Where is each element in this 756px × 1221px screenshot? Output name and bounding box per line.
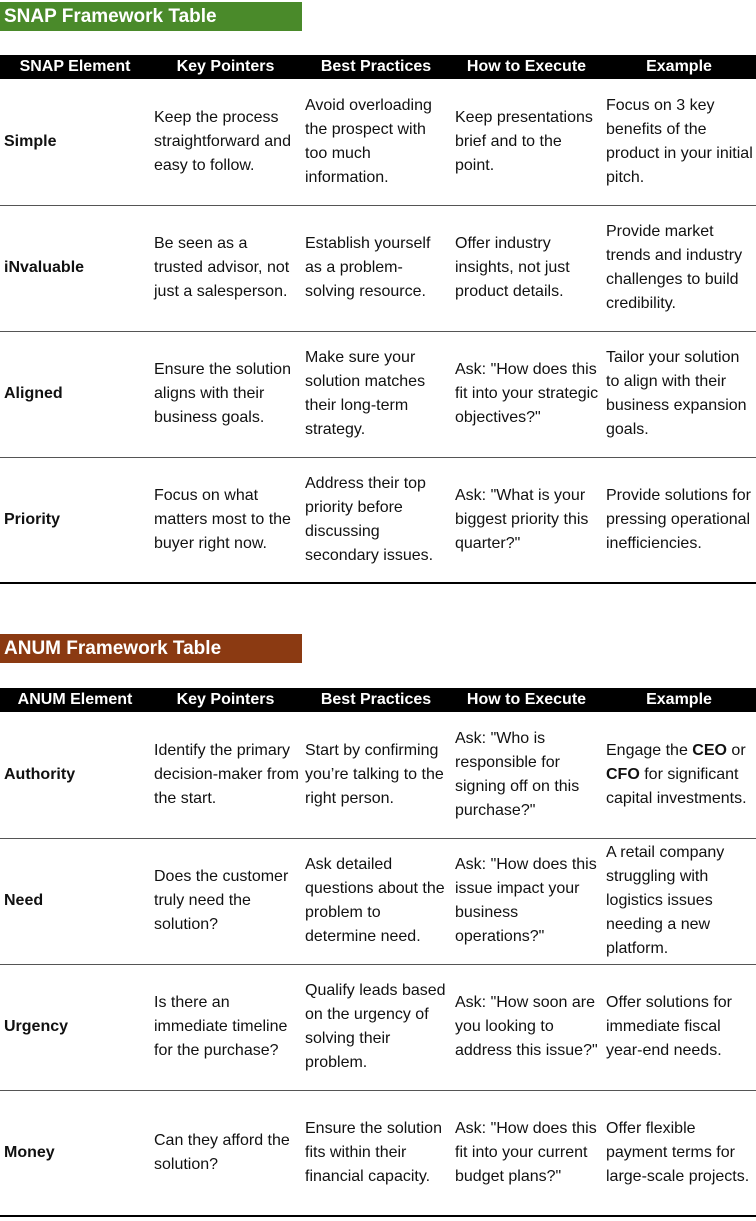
how-to-execute-cell: Ask: "What is your biggest priority this quarter?" xyxy=(451,457,602,583)
how-to-execute-cell: Ask: "How does this fit into your strategic objectives?" xyxy=(451,331,602,457)
table-row xyxy=(0,964,756,1090)
best-practices-cell: Establish yourself as a problem-solving resource. xyxy=(301,205,451,331)
anum-framework-table xyxy=(0,688,756,1217)
example-cell: Focus on 3 key benefits of the product in your initial pitch. xyxy=(602,79,756,205)
table-header-row xyxy=(0,55,756,79)
key-pointers-cell: Be seen as a trusted advisor, not just a salesperson. xyxy=(150,205,301,331)
key-pointers-cell: Focus on what matters most to the buyer right now. xyxy=(150,457,301,583)
table-row xyxy=(0,205,756,331)
example-text: Engage the xyxy=(606,741,693,759)
key-pointers-cell: Is there an immediate timeline for the purchase? xyxy=(150,964,301,1090)
column-header: How to Execute xyxy=(451,688,602,712)
example-emphasis-cfo: CFO xyxy=(606,765,640,783)
best-practices-cell: Make sure your solution matches their long-term strategy. xyxy=(301,331,451,457)
key-pointers-cell: Ensure the solution aligns with their business goals. xyxy=(150,331,301,457)
element-cell: Money xyxy=(0,1090,150,1216)
table-header-row xyxy=(0,688,756,712)
column-header: Best Practices xyxy=(301,55,451,79)
table-row xyxy=(0,331,756,457)
best-practices-cell: Ask detailed questions about the problem to determine need. xyxy=(301,838,451,964)
column-header: How to Execute xyxy=(451,55,602,79)
example-cell: Tailor your solution to align with their business expansion goals. xyxy=(602,331,756,457)
column-header: SNAP Element xyxy=(0,55,150,79)
how-to-execute-cell: Ask: "How does this fit into your current budget plans?" xyxy=(451,1090,602,1216)
column-header: Best Practices xyxy=(301,688,451,712)
key-pointers-cell: Can they afford the solution? xyxy=(150,1090,301,1216)
how-to-execute-cell: Ask: "Who is responsible for signing off on this purchase?" xyxy=(451,712,602,838)
column-header: Example xyxy=(602,688,756,712)
example-cell xyxy=(602,712,756,838)
how-to-execute-cell: Ask: "How soon are you looking to address this issue?" xyxy=(451,964,602,1090)
example-cell: Offer solutions for immediate fiscal year-end needs. xyxy=(602,964,756,1090)
column-header: Key Pointers xyxy=(150,688,301,712)
element-cell: Aligned xyxy=(0,331,150,457)
table-row xyxy=(0,712,756,838)
snap-framework-table xyxy=(0,55,756,584)
element-cell: Need xyxy=(0,838,150,964)
table-row xyxy=(0,1090,756,1216)
best-practices-cell: Avoid overloading the prospect with too much information. xyxy=(301,79,451,205)
anum-table-title: ANUM Framework Table xyxy=(0,634,302,663)
example-cell: Provide solutions for pressing operational inefficiencies. xyxy=(602,457,756,583)
key-pointers-cell: Keep the process straightforward and easy to follow. xyxy=(150,79,301,205)
best-practices-cell: Qualify leads based on the urgency of solving their problem. xyxy=(301,964,451,1090)
example-text: or xyxy=(726,741,746,759)
snap-table-title: SNAP Framework Table xyxy=(0,2,302,31)
element-cell: Authority xyxy=(0,712,150,838)
how-to-execute-cell: Ask: "How does this issue impact your business operations?" xyxy=(451,838,602,964)
best-practices-cell: Ensure the solution fits within their financial capacity. xyxy=(301,1090,451,1216)
example-emphasis-ceo: CEO xyxy=(692,741,727,759)
best-practices-cell: Start by confirming you’re talking to the right person. xyxy=(301,712,451,838)
table-row xyxy=(0,838,756,964)
how-to-execute-cell: Offer industry insights, not just product details. xyxy=(451,205,602,331)
column-header: Key Pointers xyxy=(150,55,301,79)
key-pointers-cell: Identify the primary decision-maker from the start. xyxy=(150,712,301,838)
column-header: Example xyxy=(602,55,756,79)
element-cell: Urgency xyxy=(0,964,150,1090)
example-cell: Provide market trends and industry challenges to build credibility. xyxy=(602,205,756,331)
element-cell: iNvaluable xyxy=(0,205,150,331)
column-header: ANUM Element xyxy=(0,688,150,712)
example-cell: Offer flexible payment terms for large-scale projects. xyxy=(602,1090,756,1216)
example-text: for significant capital investments. xyxy=(606,765,747,807)
key-pointers-cell: Does the customer truly need the solution? xyxy=(150,838,301,964)
element-cell: Simple xyxy=(0,79,150,205)
example-cell: A retail company struggling with logistics issues needing a new platform. xyxy=(602,838,756,964)
table-row xyxy=(0,79,756,205)
element-cell: Priority xyxy=(0,457,150,583)
best-practices-cell: Address their top priority before discussing secondary issues. xyxy=(301,457,451,583)
table-row xyxy=(0,457,756,583)
how-to-execute-cell: Keep presentations brief and to the point. xyxy=(451,79,602,205)
